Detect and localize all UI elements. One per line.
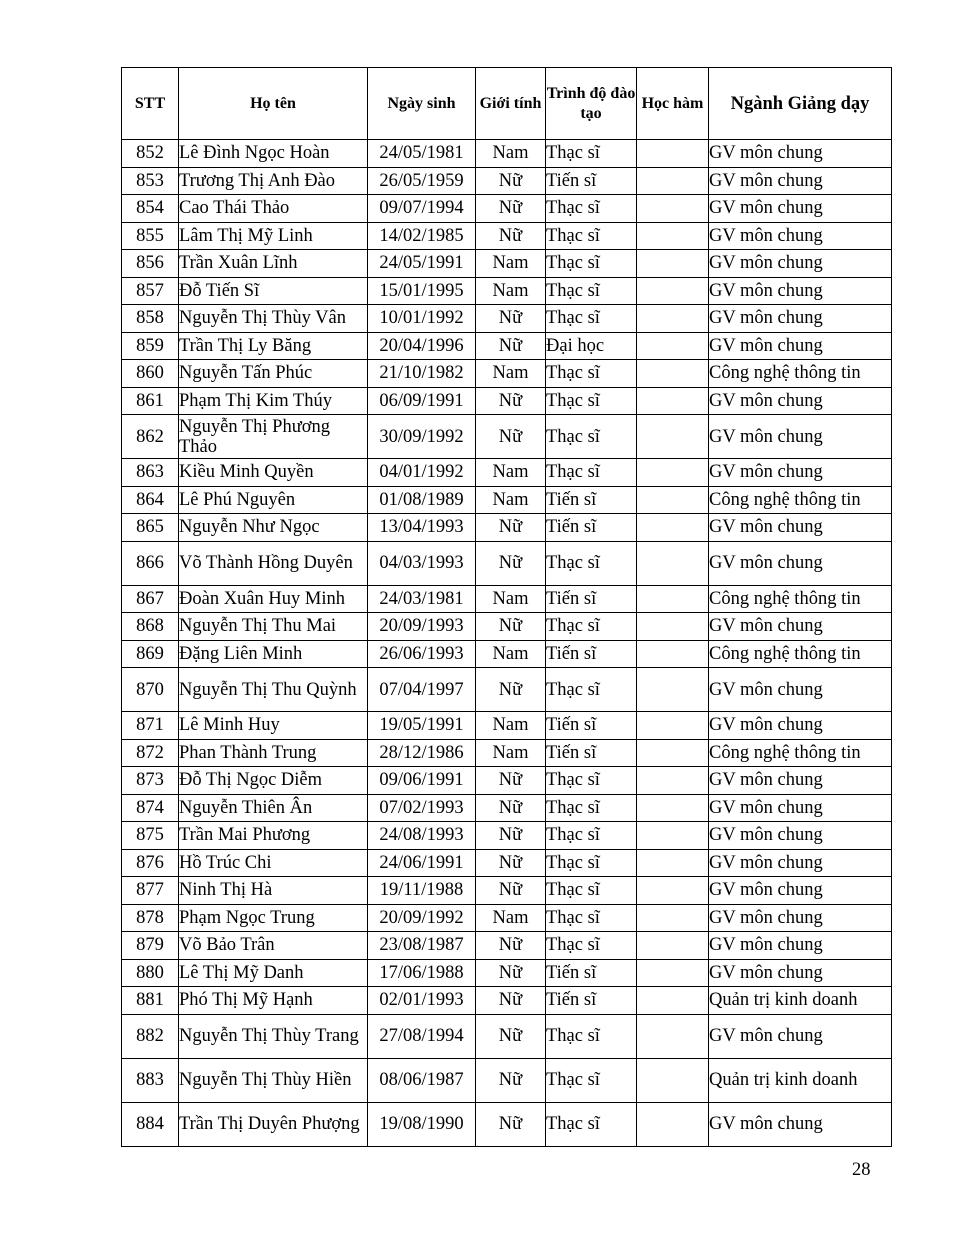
cell-stt: 856: [122, 250, 179, 278]
cell-gender: Nữ: [476, 767, 546, 795]
cell-field: GV môn chung: [709, 305, 892, 333]
cell-degree: Thạc sĩ: [546, 305, 637, 333]
cell-gender: Nam: [476, 250, 546, 278]
cell-stt: 866: [122, 541, 179, 585]
table-row: [122, 1102, 892, 1146]
cell-stt: 852: [122, 140, 179, 168]
cell-stt: 871: [122, 712, 179, 740]
cell-dob: 24/03/1981: [368, 585, 476, 613]
cell-gender: Nữ: [476, 932, 546, 960]
cell-degree: Thạc sĩ: [546, 277, 637, 305]
cell-dob: 02/01/1993: [368, 987, 476, 1015]
cell-name: Võ Bảo Trân: [179, 932, 368, 960]
cell-stt: 859: [122, 332, 179, 360]
cell-field: GV môn chung: [709, 849, 892, 877]
table-row: [122, 332, 892, 360]
cell-field: GV môn chung: [709, 140, 892, 168]
cell-dob: 20/04/1996: [368, 332, 476, 360]
cell-degree: Thạc sĩ: [546, 668, 637, 712]
cell-academic-title: [637, 250, 709, 278]
cell-gender: Nữ: [476, 332, 546, 360]
cell-degree: Thạc sĩ: [546, 250, 637, 278]
cell-dob: 09/07/1994: [368, 195, 476, 223]
cell-dob: 19/05/1991: [368, 712, 476, 740]
cell-gender: Nam: [476, 360, 546, 388]
cell-field: GV môn chung: [709, 1102, 892, 1146]
cell-stt: 867: [122, 585, 179, 613]
cell-name: Nguyễn Thị Thùy Trang: [179, 1014, 368, 1058]
cell-academic-title: [637, 794, 709, 822]
table-row: [122, 514, 892, 542]
cell-dob: 24/06/1991: [368, 849, 476, 877]
cell-field: GV môn chung: [709, 794, 892, 822]
table-row: [122, 459, 892, 487]
cell-dob: 08/06/1987: [368, 1058, 476, 1102]
table-row: [122, 140, 892, 168]
cell-name: Lê Phú Nguyên: [179, 486, 368, 514]
table-row: [122, 849, 892, 877]
cell-name: Trần Xuân Lĩnh: [179, 250, 368, 278]
cell-academic-title: [637, 415, 709, 459]
table-row: [122, 415, 892, 459]
cell-gender: Nữ: [476, 877, 546, 905]
header-dob: Ngày sinh: [368, 68, 476, 140]
cell-name: Nguyễn Thị Thu Mai: [179, 613, 368, 641]
cell-dob: 20/09/1993: [368, 613, 476, 641]
cell-dob: 07/02/1993: [368, 794, 476, 822]
cell-name: Đặng Liên Minh: [179, 640, 368, 668]
cell-degree: Tiến sĩ: [546, 640, 637, 668]
cell-dob: 04/03/1993: [368, 541, 476, 585]
cell-academic-title: [637, 1102, 709, 1146]
table-row: [122, 932, 892, 960]
cell-gender: Nữ: [476, 541, 546, 585]
cell-dob: 24/08/1993: [368, 822, 476, 850]
cell-field: Công nghệ thông tin: [709, 486, 892, 514]
cell-stt: 864: [122, 486, 179, 514]
table-row: [122, 387, 892, 415]
cell-degree: Tiến sĩ: [546, 585, 637, 613]
cell-field: GV môn chung: [709, 613, 892, 641]
cell-field: GV môn chung: [709, 1014, 892, 1058]
cell-gender: Nữ: [476, 794, 546, 822]
cell-gender: Nữ: [476, 222, 546, 250]
cell-academic-title: [637, 541, 709, 585]
cell-academic-title: [637, 486, 709, 514]
cell-degree: Thạc sĩ: [546, 1058, 637, 1102]
cell-dob: 19/11/1988: [368, 877, 476, 905]
cell-academic-title: [637, 904, 709, 932]
cell-stt: 882: [122, 1014, 179, 1058]
cell-name: Võ Thành Hồng Duyên: [179, 541, 368, 585]
cell-field: GV môn chung: [709, 541, 892, 585]
cell-academic-title: [637, 277, 709, 305]
cell-name: Phạm Ngọc Trung: [179, 904, 368, 932]
cell-academic-title: [637, 1058, 709, 1102]
cell-field: GV môn chung: [709, 668, 892, 712]
cell-stt: 877: [122, 877, 179, 905]
cell-gender: Nam: [476, 486, 546, 514]
header-gender: Giới tính: [476, 68, 546, 140]
cell-academic-title: [637, 514, 709, 542]
cell-stt: 874: [122, 794, 179, 822]
cell-field: Quản trị kinh doanh: [709, 987, 892, 1015]
cell-name: Đoàn Xuân Huy Minh: [179, 585, 368, 613]
cell-stt: 862: [122, 415, 179, 459]
cell-field: Công nghệ thông tin: [709, 640, 892, 668]
cell-degree: Thạc sĩ: [546, 360, 637, 388]
cell-degree: Thạc sĩ: [546, 794, 637, 822]
cell-academic-title: [637, 305, 709, 333]
table-row: [122, 277, 892, 305]
cell-name: Nguyễn Tấn Phúc: [179, 360, 368, 388]
cell-dob: 13/04/1993: [368, 514, 476, 542]
table-row: [122, 640, 892, 668]
cell-degree: Thạc sĩ: [546, 877, 637, 905]
cell-stt: 880: [122, 959, 179, 987]
table-row: [122, 486, 892, 514]
cell-academic-title: [637, 140, 709, 168]
cell-academic-title: [637, 613, 709, 641]
cell-dob: 06/09/1991: [368, 387, 476, 415]
cell-gender: Nam: [476, 140, 546, 168]
cell-name: Trần Mai Phương: [179, 822, 368, 850]
cell-academic-title: [637, 459, 709, 487]
header-degree: Trình độ đào tạo: [546, 68, 637, 140]
cell-stt: 872: [122, 739, 179, 767]
cell-gender: Nữ: [476, 849, 546, 877]
cell-name: Lê Thị Mỹ Danh: [179, 959, 368, 987]
cell-stt: 857: [122, 277, 179, 305]
table-row: [122, 305, 892, 333]
cell-degree: Thạc sĩ: [546, 140, 637, 168]
cell-field: GV môn chung: [709, 222, 892, 250]
header-stt: STT: [122, 68, 179, 140]
table-row: [122, 959, 892, 987]
cell-name: Cao Thái Thảo: [179, 195, 368, 223]
cell-field: Công nghệ thông tin: [709, 360, 892, 388]
cell-field: Công nghệ thông tin: [709, 585, 892, 613]
table-row: [122, 822, 892, 850]
cell-field: Công nghệ thông tin: [709, 739, 892, 767]
cell-academic-title: [637, 167, 709, 195]
table-row: [122, 739, 892, 767]
cell-gender: Nữ: [476, 514, 546, 542]
cell-stt: 861: [122, 387, 179, 415]
cell-degree: Thạc sĩ: [546, 387, 637, 415]
table-row: [122, 767, 892, 795]
cell-academic-title: [637, 739, 709, 767]
cell-stt: 878: [122, 904, 179, 932]
cell-degree: Tiến sĩ: [546, 987, 637, 1015]
cell-name: Phó Thị Mỹ Hạnh: [179, 987, 368, 1015]
cell-academic-title: [637, 222, 709, 250]
cell-dob: 04/01/1992: [368, 459, 476, 487]
table-row: [122, 541, 892, 585]
cell-academic-title: [637, 849, 709, 877]
cell-degree: Thạc sĩ: [546, 222, 637, 250]
cell-dob: 14/02/1985: [368, 222, 476, 250]
cell-stt: 883: [122, 1058, 179, 1102]
cell-degree: Tiến sĩ: [546, 739, 637, 767]
cell-degree: Thạc sĩ: [546, 541, 637, 585]
header-field: Ngành Giảng dạy: [709, 68, 892, 140]
cell-name: Ninh Thị Hà: [179, 877, 368, 905]
cell-academic-title: [637, 585, 709, 613]
cell-degree: Thạc sĩ: [546, 849, 637, 877]
cell-gender: Nữ: [476, 1102, 546, 1146]
cell-dob: 26/05/1959: [368, 167, 476, 195]
table-row: [122, 1014, 892, 1058]
cell-degree: Thạc sĩ: [546, 932, 637, 960]
cell-degree: Thạc sĩ: [546, 904, 637, 932]
cell-gender: Nữ: [476, 1014, 546, 1058]
table-row: [122, 250, 892, 278]
cell-stt: 884: [122, 1102, 179, 1146]
cell-dob: 27/08/1994: [368, 1014, 476, 1058]
cell-name: Nguyễn Như Ngọc: [179, 514, 368, 542]
table-row: [122, 987, 892, 1015]
table-row: [122, 222, 892, 250]
cell-field: GV môn chung: [709, 195, 892, 223]
cell-degree: Tiến sĩ: [546, 486, 637, 514]
cell-degree: Thạc sĩ: [546, 459, 637, 487]
cell-degree: Tiến sĩ: [546, 514, 637, 542]
cell-dob: 07/04/1997: [368, 668, 476, 712]
cell-field: GV môn chung: [709, 277, 892, 305]
cell-field: GV môn chung: [709, 767, 892, 795]
cell-gender: Nữ: [476, 387, 546, 415]
cell-academic-title: [637, 959, 709, 987]
header-academic-title: Học hàm: [637, 68, 709, 140]
cell-degree: Thạc sĩ: [546, 415, 637, 459]
table-row: [122, 195, 892, 223]
cell-name: Trần Thị Ly Băng: [179, 332, 368, 360]
cell-academic-title: [637, 712, 709, 740]
cell-degree: Thạc sĩ: [546, 1102, 637, 1146]
cell-name: Đỗ Tiến Sĩ: [179, 277, 368, 305]
cell-stt: 853: [122, 167, 179, 195]
cell-dob: 19/08/1990: [368, 1102, 476, 1146]
cell-dob: 10/01/1992: [368, 305, 476, 333]
cell-gender: Nam: [476, 640, 546, 668]
cell-dob: 15/01/1995: [368, 277, 476, 305]
cell-stt: 869: [122, 640, 179, 668]
cell-academic-title: [637, 1014, 709, 1058]
cell-dob: 20/09/1992: [368, 904, 476, 932]
cell-dob: 26/06/1993: [368, 640, 476, 668]
table-body: [122, 140, 892, 1147]
cell-academic-title: [637, 668, 709, 712]
cell-stt: 868: [122, 613, 179, 641]
cell-degree: Thạc sĩ: [546, 767, 637, 795]
cell-field: GV môn chung: [709, 167, 892, 195]
cell-stt: 860: [122, 360, 179, 388]
cell-name: Lê Đình Ngọc Hoàn: [179, 140, 368, 168]
cell-dob: 17/06/1988: [368, 959, 476, 987]
cell-academic-title: [637, 387, 709, 415]
cell-field: GV môn chung: [709, 877, 892, 905]
cell-name: Trần Thị Duyên Phượng: [179, 1102, 368, 1146]
cell-academic-title: [637, 932, 709, 960]
cell-stt: 876: [122, 849, 179, 877]
cell-gender: Nữ: [476, 1058, 546, 1102]
cell-field: GV môn chung: [709, 387, 892, 415]
cell-dob: 21/10/1982: [368, 360, 476, 388]
cell-dob: 23/08/1987: [368, 932, 476, 960]
cell-dob: 24/05/1991: [368, 250, 476, 278]
table-row: [122, 613, 892, 641]
cell-field: GV môn chung: [709, 904, 892, 932]
table-header-row: [122, 68, 892, 140]
cell-academic-title: [637, 332, 709, 360]
cell-dob: 28/12/1986: [368, 739, 476, 767]
cell-field: GV môn chung: [709, 332, 892, 360]
cell-degree: Thạc sĩ: [546, 822, 637, 850]
cell-name: Nguyễn Thị Thùy Hiền: [179, 1058, 368, 1102]
cell-gender: Nữ: [476, 959, 546, 987]
cell-gender: Nữ: [476, 668, 546, 712]
cell-degree: Thạc sĩ: [546, 613, 637, 641]
cell-name: Đỗ Thị Ngọc Diễm: [179, 767, 368, 795]
cell-gender: Nam: [476, 459, 546, 487]
table-row: [122, 794, 892, 822]
cell-stt: 858: [122, 305, 179, 333]
cell-stt: 854: [122, 195, 179, 223]
cell-academic-title: [637, 767, 709, 795]
cell-name: Lâm Thị Mỹ Linh: [179, 222, 368, 250]
table-row: [122, 877, 892, 905]
cell-name: Kiều Minh Quyền: [179, 459, 368, 487]
cell-stt: 863: [122, 459, 179, 487]
table-row: [122, 1058, 892, 1102]
cell-degree: Tiến sĩ: [546, 712, 637, 740]
cell-field: GV môn chung: [709, 459, 892, 487]
cell-stt: 873: [122, 767, 179, 795]
cell-academic-title: [637, 195, 709, 223]
cell-name: Nguyễn Thị Thùy Vân: [179, 305, 368, 333]
cell-stt: 875: [122, 822, 179, 850]
cell-degree: Đại học: [546, 332, 637, 360]
cell-academic-title: [637, 877, 709, 905]
cell-field: GV môn chung: [709, 959, 892, 987]
cell-academic-title: [637, 360, 709, 388]
cell-stt: 865: [122, 514, 179, 542]
cell-gender: Nam: [476, 277, 546, 305]
cell-academic-title: [637, 822, 709, 850]
cell-field: GV môn chung: [709, 932, 892, 960]
header-name: Họ tên: [179, 68, 368, 140]
cell-name: Lê Minh Huy: [179, 712, 368, 740]
cell-stt: 855: [122, 222, 179, 250]
cell-stt: 879: [122, 932, 179, 960]
table-row: [122, 668, 892, 712]
cell-degree: Tiến sĩ: [546, 167, 637, 195]
cell-stt: 881: [122, 987, 179, 1015]
table-row: [122, 585, 892, 613]
cell-dob: 01/08/1989: [368, 486, 476, 514]
cell-name: Phan Thành Trung: [179, 739, 368, 767]
cell-field: GV môn chung: [709, 415, 892, 459]
cell-field: GV môn chung: [709, 822, 892, 850]
cell-gender: Nam: [476, 904, 546, 932]
cell-gender: Nữ: [476, 987, 546, 1015]
cell-dob: 24/05/1981: [368, 140, 476, 168]
cell-stt: 870: [122, 668, 179, 712]
staff-table: [121, 67, 892, 1147]
cell-field: GV môn chung: [709, 712, 892, 740]
cell-gender: Nữ: [476, 195, 546, 223]
cell-degree: Thạc sĩ: [546, 1014, 637, 1058]
cell-gender: Nam: [476, 739, 546, 767]
table-row: [122, 360, 892, 388]
cell-field: Quản trị kinh doanh: [709, 1058, 892, 1102]
cell-gender: Nữ: [476, 822, 546, 850]
page-number: 28: [852, 1160, 871, 1180]
cell-name: Trương Thị Anh Đào: [179, 167, 368, 195]
cell-academic-title: [637, 987, 709, 1015]
cell-degree: Thạc sĩ: [546, 195, 637, 223]
cell-field: GV môn chung: [709, 514, 892, 542]
cell-gender: Nữ: [476, 305, 546, 333]
cell-name: Phạm Thị Kim Thúy: [179, 387, 368, 415]
cell-name: Nguyễn Thị Phương Thảo: [179, 415, 368, 459]
cell-dob: 09/06/1991: [368, 767, 476, 795]
cell-gender: Nữ: [476, 415, 546, 459]
cell-gender: Nữ: [476, 167, 546, 195]
cell-gender: Nam: [476, 585, 546, 613]
cell-name: Hồ Trúc Chi: [179, 849, 368, 877]
table-row: [122, 904, 892, 932]
table-row: [122, 712, 892, 740]
cell-academic-title: [637, 640, 709, 668]
cell-name: Nguyễn Thị Thu Quỳnh: [179, 668, 368, 712]
cell-gender: Nữ: [476, 613, 546, 641]
cell-dob: 30/09/1992: [368, 415, 476, 459]
cell-name: Nguyễn Thiên Ân: [179, 794, 368, 822]
table-row: [122, 167, 892, 195]
cell-field: GV môn chung: [709, 250, 892, 278]
cell-degree: Tiến sĩ: [546, 959, 637, 987]
cell-gender: Nam: [476, 712, 546, 740]
